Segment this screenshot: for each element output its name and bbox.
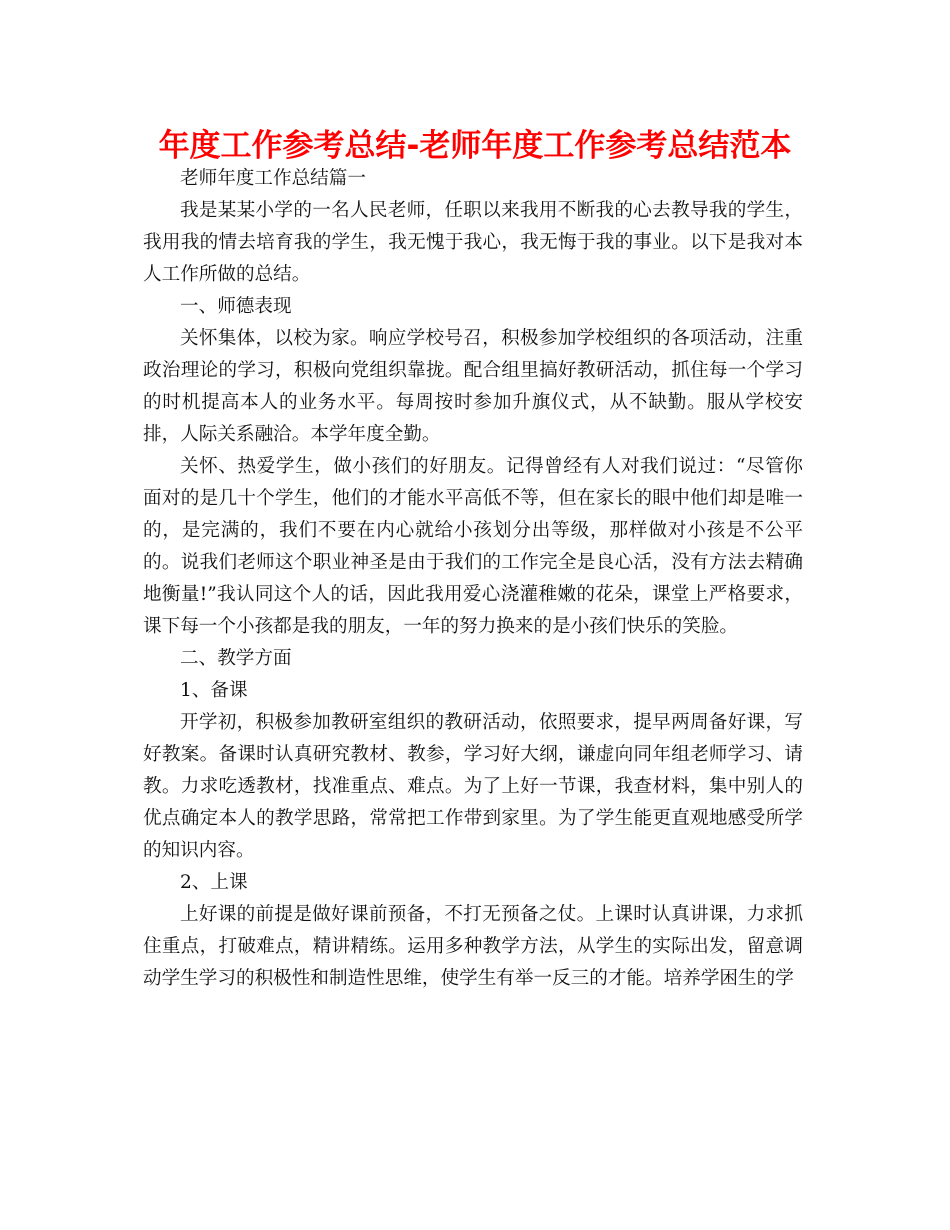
paragraph: 上好课的前提是做好课前预备，不打无预备之仗。上课时认真讲课，力求抓住重点，打破难点，精讲精练。运用多种教学方法，从学生的实际出发，留意调动学生学习的积极性和制造性思维，使学生有举一反三的才能。培养学困生的学 xyxy=(143,904,803,989)
section-heading: 二、教学方面 xyxy=(180,648,292,669)
paragraph: 关怀集体，以校为家。响应学校号召，积极参加学校组织的各项活动，注重政治理论的学习，积极向党组织靠拢。配合组里搞好教研活动，抓住每一个学习的时机提高本人的业务水平。每周按时参加升旗仪式，从不缺勤。服从学校安排，人际关系融洽。本学年度全勤。 xyxy=(143,328,803,445)
subsection-heading: 1、备课 xyxy=(180,680,248,701)
section-heading: 老师年度工作总结篇一 xyxy=(180,168,366,189)
subsection-heading: 2、上课 xyxy=(180,872,248,893)
document-body xyxy=(143,163,803,995)
document-title: 年度工作参考总结-老师年度工作参考总结范本 xyxy=(158,128,792,164)
paragraph: 关怀、热爱学生，做小孩们的好朋友。记得曾经有人对我们说过：“尽管你面对的是几十个学生，他们的才能水平高低不等，但在家长的眼中他们却是唯一的，是完满的，我们不要在内心就给小孩划分出等级，那样做对小孩是不公平的。说我们老师这个职业神圣是由于我们的工作完全是良心活，没有方法去精确地衡量!”我认同这个人的话，因此我用爱心浇灌稚嫩的花朵，课堂上严格要求，课下每一个小孩都是我的朋友，一年的努力换来的是小孩们快乐的笑脸。 xyxy=(143,456,803,637)
paragraph: 我是某某小学的一名人民老师，任职以来我用不断我的心去教导我的学生，我用我的情去培育我的学生，我无愧于我心，我无悔于我的事业。以下是我对本人工作所做的总结。 xyxy=(143,200,803,285)
section-heading: 一、师德表现 xyxy=(180,296,292,317)
paragraph: 开学初，积极参加教研室组织的教研活动，依照要求，提早两周备好课，写好教案。备课时认真研究教材、教参，学习好大纲，谦虚向同年组老师学习、请教。力求吃透教材，找准重点、难点。为了上好一节课，我查材料，集中别人的优点确定本人的教学思路，常常把工作带到家里。为了学生能更直观地感受所学的知识内容。 xyxy=(143,712,803,861)
